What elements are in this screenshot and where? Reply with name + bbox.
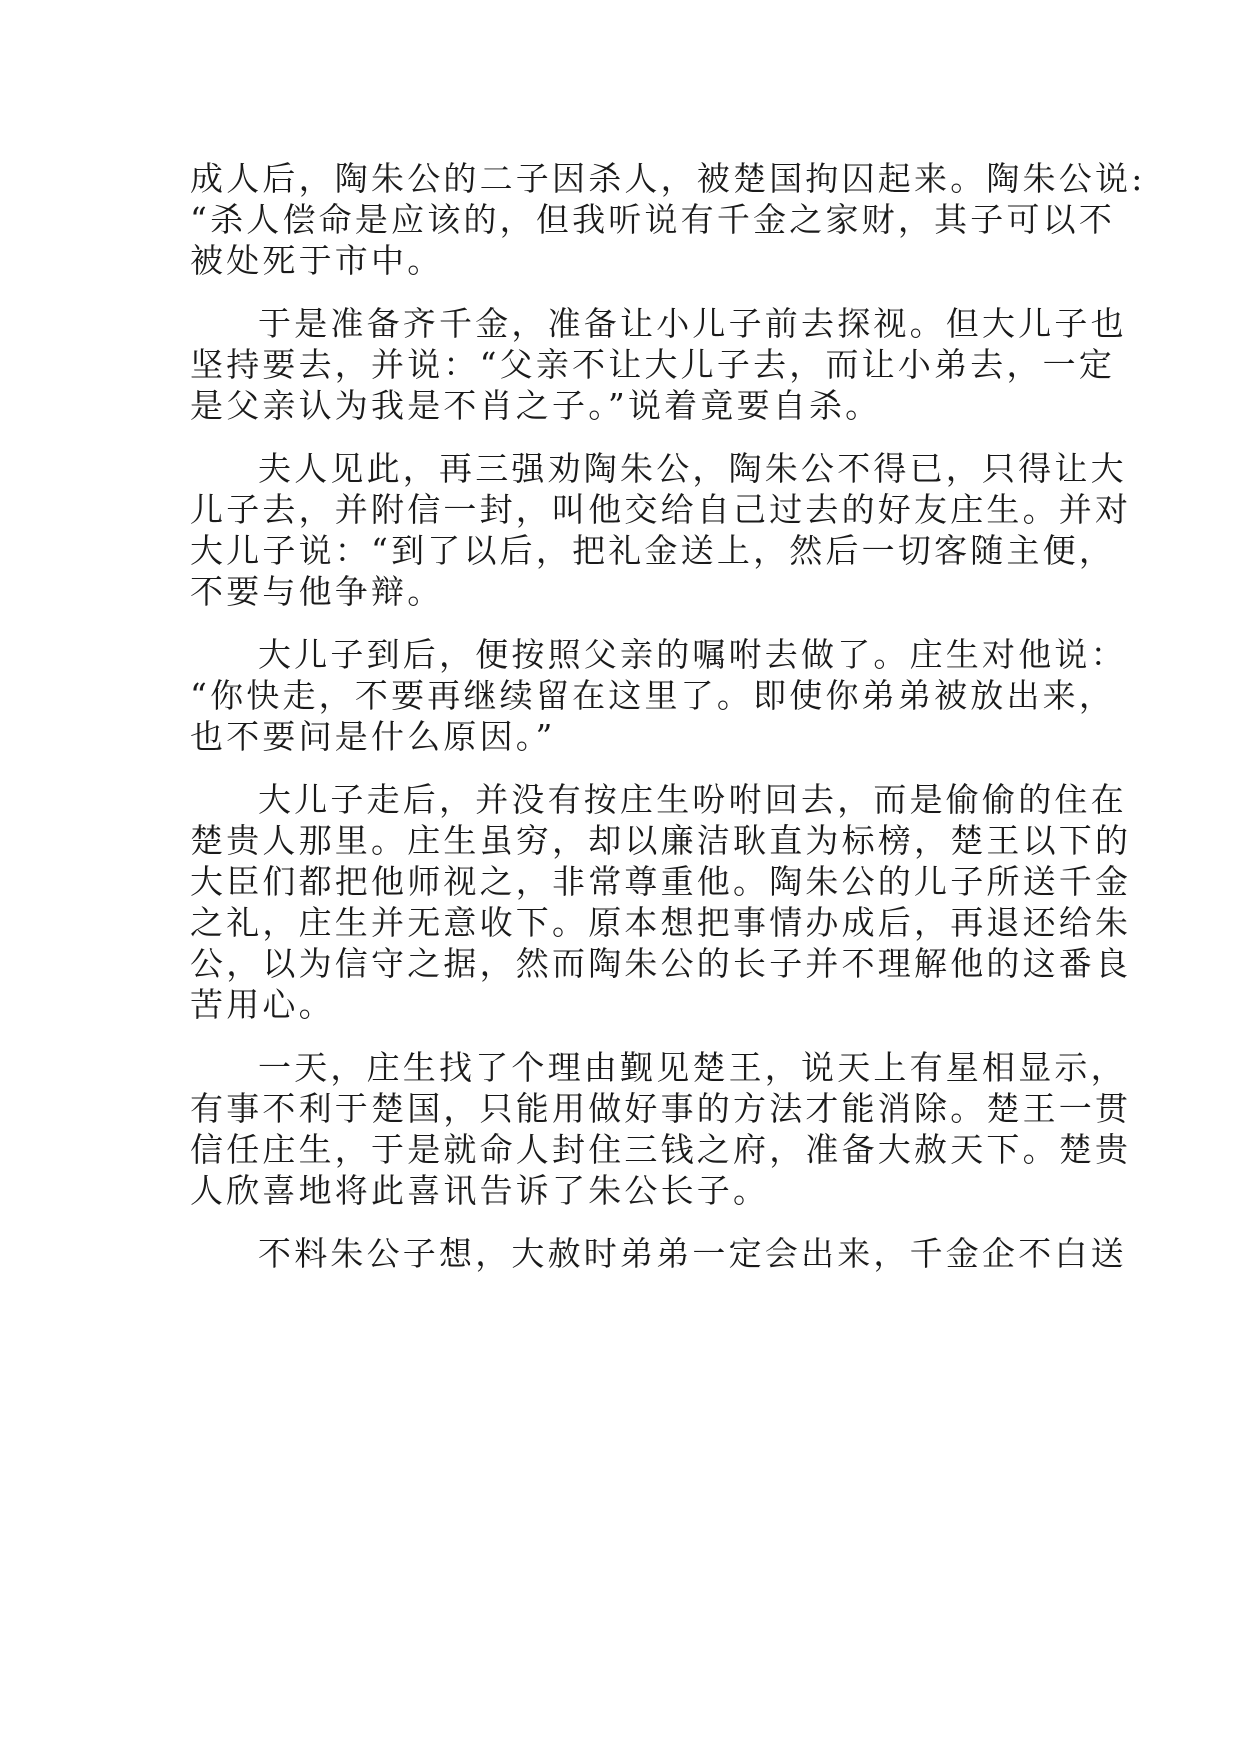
text-line: 信任庄生，于是就命人封住三钱之府，准备大赦天下。楚贵 xyxy=(190,1130,1132,1169)
text-line: 坚持要去，并说：“父亲不让大儿子去，而让小弟去，一定 xyxy=(190,345,1116,384)
paragraph-5 xyxy=(190,779,1132,1025)
text-line: “杀人偿命是应该的，但我听说有千金之家财，其子可以不 xyxy=(190,200,1116,239)
text-line: 儿子去，并附信一封，叫他交给自己过去的好友庄生。并对 xyxy=(190,490,1132,529)
text-line: 人欣喜地将此喜讯告诉了朱公长子。 xyxy=(190,1171,770,1210)
paragraph-6 xyxy=(190,1047,1132,1211)
text-line: 大儿子说：“到了以后，把礼金送上，然后一切客随主便， xyxy=(190,531,1116,570)
text-line: 之礼，庄生并无意收下。原本想把事情办成后，再退还给朱 xyxy=(190,903,1132,942)
text-line: 不料朱公子想，大赦时弟弟一定会出来，千金企不白送 xyxy=(258,1234,1127,1273)
text-line: 大儿子到后，便按照父亲的嘱咐去做了。庄生对他说： xyxy=(258,635,1127,674)
paragraph-3 xyxy=(190,448,1132,612)
text-line: “你快走，不要再继续留在这里了。即使你弟弟被放出来， xyxy=(190,676,1116,715)
text-line: 大臣们都把他师视之，非常尊重他。陶朱公的儿子所送千金 xyxy=(190,862,1132,901)
text-line: 也不要问是什么原因。” xyxy=(190,717,556,756)
document-body xyxy=(190,158,1146,1296)
text-line: 一天，庄生找了个理由觐见楚王，说天上有星相显示， xyxy=(258,1048,1127,1087)
paragraph-2 xyxy=(190,303,1127,426)
paragraph-7 xyxy=(190,1233,1127,1274)
text-line: 是父亲认为我是不肖之子。”说着竟要自杀。 xyxy=(190,386,882,425)
text-line: 成人后，陶朱公的二子因杀人，被楚国拘囚起来。陶朱公说: xyxy=(190,159,1146,198)
text-line: 被处死于市中。 xyxy=(190,241,444,280)
paragraph-4 xyxy=(190,634,1127,757)
text-line: 有事不利于楚国，只能用做好事的方法才能消除。楚王一贯 xyxy=(190,1089,1132,1128)
text-line: 大儿子走后，并没有按庄生吩咐回去，而是偷偷的住在 xyxy=(258,780,1127,819)
text-line: 苦用心。 xyxy=(190,985,335,1024)
text-line: 楚贵人那里。庄生虽穷，却以廉洁耿直为标榜，楚王以下的 xyxy=(190,821,1132,860)
text-line: 夫人见此，再三强劝陶朱公，陶朱公不得已，只得让大 xyxy=(258,449,1127,488)
text-line: 不要与他争辩。 xyxy=(190,572,444,611)
text-line: 公，以为信守之据，然而陶朱公的长子并不理解他的这番良 xyxy=(190,944,1132,983)
text-line: 于是准备齐千金，准备让小儿子前去探视。但大儿子也 xyxy=(258,304,1127,343)
paragraph-1 xyxy=(190,158,1146,281)
